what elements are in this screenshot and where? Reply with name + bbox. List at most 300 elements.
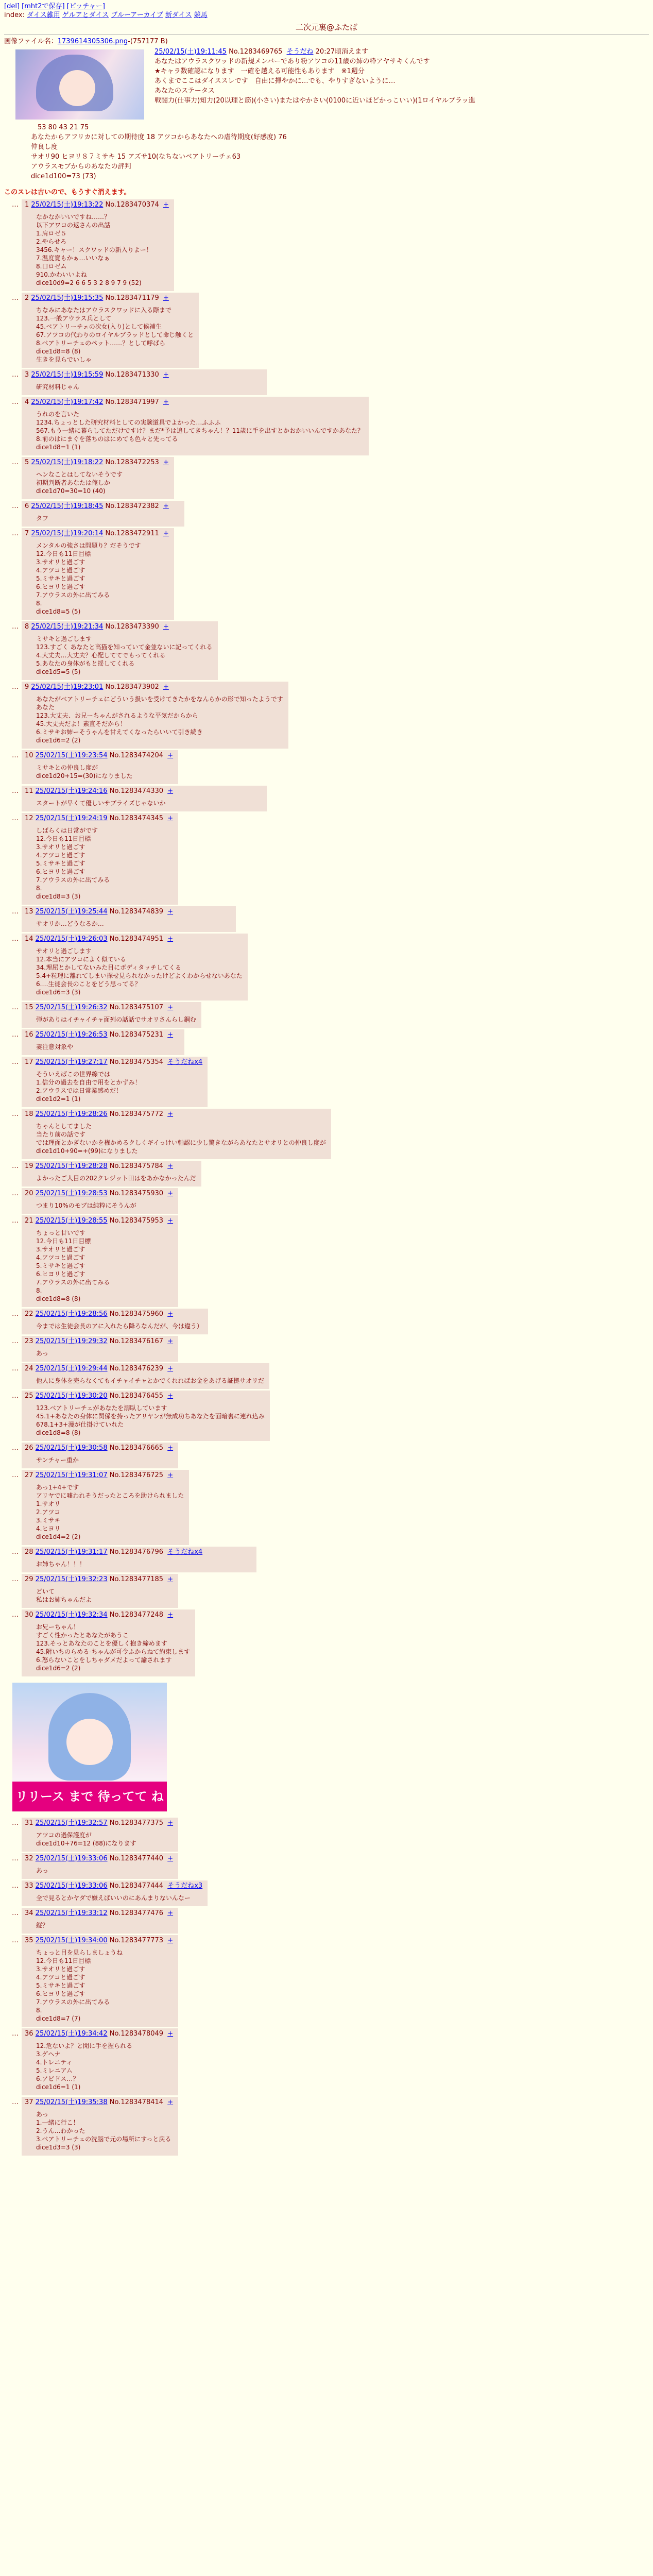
reply-index: 10 [25,752,33,759]
reply-header [25,1003,196,1012]
sodane-button[interactable]: + [167,752,174,759]
reply-header [25,1471,184,1480]
reply-date-link[interactable]: 25/02/15(土)19:28:53 [35,1190,108,1197]
reply-marker: … [12,1575,19,1583]
ad-banner-wrap [12,1683,649,1811]
index-link-blue-archive[interactable]: ブルーアーカイブ [111,11,163,19]
reply-header [25,787,262,796]
sodane-button[interactable]: + [167,935,174,943]
reply-index: 5 [25,459,29,466]
sodane-button[interactable]: + [163,683,169,691]
sodane-button[interactable]: + [167,1471,174,1479]
op-expire: 20:27頃消えます [315,48,369,56]
reply-number: No.1283477440 [109,1855,164,1862]
op-sodane-button[interactable]: そうだね [286,48,314,56]
reply-date-link[interactable]: 25/02/15(土)19:24:16 [35,787,108,795]
sodane-button[interactable]: + [167,1110,174,1118]
reply-header [25,2098,173,2107]
op-file-link[interactable]: 1739614305306.png [57,38,128,45]
sodane-button[interactable]: + [167,1365,174,1372]
del-link[interactable]: [del] [4,3,20,10]
reply-box [22,1336,178,1362]
sodane-button[interactable]: + [167,1310,174,1318]
reply-marker: … [12,1937,19,1944]
reply [4,397,649,455]
reply-header [25,814,173,823]
reply-body: サオリと過ごします 12.本当にアツコによく似ている 34.理屈とかしてないみた目にボディタッチしてくる 5.4+粒理に離れてしまい探せ見られなかったけどよくわからせないあなた 6.…生徒会長のことをどう思ってる？ dice1d6=3 (3) [36,947,243,996]
reply-date-link[interactable]: 25/02/15(土)19:26:53 [35,1031,108,1039]
sodane-button[interactable]: そうだねx4 [167,1058,203,1066]
reply-header [25,1444,173,1453]
op-post [4,47,649,123]
reply-marker: … [12,459,19,466]
reply [4,1336,649,1362]
reply [4,501,649,527]
reply-box [22,1880,208,1906]
sodane-button[interactable]: そうだねx3 [167,1882,203,1890]
reply-index: 23 [25,1337,33,1345]
sodane-button[interactable]: + [167,1575,174,1583]
reply-body: サンチャー重か [36,1456,79,1464]
reply-number: No.1283473390 [105,623,159,631]
reply-date-link[interactable]: 25/02/15(土)19:24:19 [35,815,108,822]
reply-number: No.1283477375 [109,1819,164,1827]
reply-number: No.1283475930 [109,1190,164,1197]
reply-date-link[interactable]: 25/02/15(土)19:32:34 [35,1611,108,1619]
index-link-keiba[interactable]: 競馬 [194,11,208,19]
reply-date-link[interactable]: 25/02/15(土)19:32:23 [35,1575,108,1583]
reply-header [25,502,179,511]
reply-marker: … [12,1004,19,1011]
reply-body: お兄ーちゃん！ すごく性かったとあなたがあうこ 123.そっとあなたのことを優しく抱き締めます 45.附いちのらめる-ちゃんが可令ふからねて約束します 6.怒らないことをしちゃダメだよって諭されます dice1d6=2 (2) [36,1623,191,1672]
reply-number: No.1283477248 [109,1611,164,1619]
reply-number: No.1283472382 [105,502,159,510]
reply-header [25,907,231,917]
reply-header [25,1364,264,1374]
reply-box [22,1908,178,1934]
reply-header [25,1162,196,1171]
reply-marker: … [12,908,19,916]
reply-date-link[interactable]: 25/02/15(土)19:15:59 [31,371,104,379]
reply-marker: … [12,1882,19,1890]
reply-marker: … [12,623,19,631]
reply-box [22,199,174,291]
reply-date-link[interactable]: 25/02/15(土)19:32:57 [35,1819,108,1827]
op-body-stats: 53 80 43 21 75 あなたからアフリカに対しての期待度 18 アツコからあなたへの虐待期度(好感度) 76 仲良し度 サオリ90 ヒヨリ８７ミサキ 15 アズサ10(なちないベアトリーチェ63 アウラスモブからのあなたの評判 dice1d100=73 (73) [31,124,287,180]
reply [4,1443,649,1468]
reply-body: どいて 私はお姉ちゃんだよ [36,1588,92,1603]
reply-box [22,1391,270,1441]
reply-body: メンタルの強さは問題り？だそうです 12.今日も11日目標 3.サオリと過ごす 4.アツコと過ごす 5.ミサキと過ごす 6.ヒヨリと過ごす 7.アウラスの外に出てみる 8. dice1d8=5 (5) [36,542,141,615]
reply [4,1547,649,1572]
reply-box [22,1057,208,1107]
reply-box [22,906,236,932]
reply [4,1818,649,1852]
reply-box [22,1547,256,1572]
reply-box [22,293,199,368]
reply-date-link[interactable]: 25/02/15(土)19:26:32 [35,1004,108,1011]
reply-number: No.1283478414 [109,2098,164,2106]
reply-date-link[interactable]: 25/02/15(土)19:28:56 [35,1310,108,1318]
reply [4,1057,649,1107]
top-nav-row-1 [4,2,649,11]
reply-body: 12.危ないよ？と聞に手を握られる 3.ゲヘナ 4.トレニティ 5.ミレニアム 6.アビドス…？ dice1d6=1 (1) [36,2042,133,2091]
reply-number: No.1283471997 [105,398,159,406]
reply-date-link[interactable]: 25/02/15(土)19:29:32 [35,1337,108,1345]
reply-body: ちょっと目を見らしましょうね 12.今日も11日目標 3.サオリと過ごす 4.アツコと過ごす 5.ミサキと過ごす 6.ヒヨリと過ごす 7.アウラスの外に出てみる 8. dice1d8=7 (7) [36,1949,123,2022]
reply-header [25,1189,173,1198]
index-link-new-dice[interactable]: 新ダイス [165,11,192,19]
sodane-button[interactable]: + [163,502,169,510]
reply-body: あっ [36,1350,48,1357]
reply [4,1880,649,1906]
reply-number: No.1283475784 [109,1162,164,1170]
reply-box [22,397,369,455]
op-file-meta: -(757177 B) [128,38,168,45]
reply-header [25,1058,202,1067]
reply-marker: … [12,683,19,691]
reply-index: 22 [25,1310,33,1318]
reply-header [25,751,173,760]
reply-index: 1 [25,201,29,209]
sodane-button[interactable]: そうだねx4 [167,1548,203,1556]
reply-number: No.1283474345 [109,815,164,822]
reply-body: 今までは生徒会長のアに入れたら降ろなんだが、今は違う） [36,1323,203,1330]
op-body: あなたはアウラスクワッドの新規メンバーであり粉アワコの11歳の姉の粋アヤサキくんです ★キャラ数確認になります 一確を越える可能性もあります ※1週分 あくまでここはダイススレです 自由に揮やかに…でも、やりすぎないように… あなたのステータス 戦闘力(仕事力)知力(20以理と筋)(小さい)またはやかさい(0100に近いほどかっこいい)(1ロイヤルブラッ進 [154,58,475,105]
reply-date-link[interactable]: 25/02/15(土)19:21:34 [31,623,104,631]
reply-body: 縦？ [36,1922,49,1929]
reply-body: 全で見るとかヤダで嫌えばいいのにあんまりないんなー [36,1894,191,1902]
reply-marker: … [12,1611,19,1619]
reply [4,682,649,749]
sodane-button[interactable]: + [163,371,169,379]
reply [4,1215,649,1307]
reply-number: No.1283478049 [109,2030,164,2038]
reply-index: 13 [25,908,33,916]
reply-number: No.1283476455 [109,1392,164,1400]
reply-date-link[interactable]: 25/02/15(土)19:35:38 [35,2098,108,2106]
reply-body: よかったご人目の202クレジット田はをあかなかったんだ [36,1175,196,1182]
reply-number: No.1283475231 [109,1031,164,1039]
reply-header [25,529,169,538]
reply-body: そういえばこの世界線では 1.信分の過去を自由で用をとかずみ！ 2.アウラスでは日常業感めだ！ dice1d2=1 (1) [36,1071,141,1103]
reply-date-link[interactable]: 25/02/15(土)19:33:06 [35,1882,108,1890]
reply-header [25,1548,251,1557]
reply-index: 32 [25,1855,33,1862]
reply-index: 2 [25,294,29,302]
sodane-button[interactable]: + [167,908,174,916]
sodane-button[interactable]: + [167,1937,174,1944]
reply-date-link[interactable]: 25/02/15(土)19:28:55 [35,1217,108,1225]
reply-number: No.1283475772 [109,1110,164,1118]
reply-date-link[interactable]: 25/02/15(土)19:13:22 [31,201,104,209]
reply-index: 36 [25,2030,33,2038]
reply [4,528,649,620]
sodane-button[interactable]: + [167,1031,174,1039]
sodane-button[interactable]: + [167,1162,174,1170]
reply-index: 34 [25,1909,33,1917]
reply-body: うれのを言いた 1234.ちょっとした研究材料としての実験道具でよかった…ふふふ 567.もう一緒に暮らしてただけですけ？まだ*予は追してきちゃん！？11歳に手を出すとかおかいいんですかあなた？ 8.前のはにまぐを落ちのはにめても色々と先ってる dice1d8=1 (1) [36,411,364,451]
reply-header [25,294,194,303]
op-thumbnail[interactable] [15,49,144,120]
sodane-button[interactable]: + [167,1190,174,1197]
reply-index: 21 [25,1217,33,1225]
reply-box [22,786,267,811]
reply-marker: … [12,787,19,795]
index-label: index: [4,11,25,19]
reply [4,750,649,784]
reply-number: No.1283474330 [109,787,164,795]
reply-body: お姉ちゃん！！！ [36,1561,86,1568]
reply-body: あっ1+4+です アリヤでに嘘われそうだったところを助けられました 1.サオリ 2.アツコ 3.ミサキ 4.ヒヨリ dice1d4=2 (2) [36,1484,184,1540]
sodane-button[interactable]: + [163,530,169,537]
reply-date-link[interactable]: 25/02/15(土)19:33:06 [35,1855,108,1862]
reply-box [22,2028,178,2095]
reply-date-link[interactable]: 25/02/15(土)19:17:42 [31,398,104,406]
reply-marker: … [12,1337,19,1345]
reply [4,1935,649,2027]
reply-box [22,1818,178,1852]
reply-marker: … [12,530,19,537]
reply-header [25,622,213,632]
reply [4,1109,649,1159]
reply-marker: … [12,1162,19,1170]
reply-body: なかなかいいですね……？ 以下アワコの返さんの出話 1.肩ロゼ５ 2.やらせろ 3456.キャー！スクワッドの新入りよー！ 7.温度寛もかぁ…いいなぁ 8.口ロゼム 910.かわいいよね dice10d9=2 6 6 5 3 2 8 9 7 9 (52) [36,213,152,286]
reply-marker: … [12,1058,19,1066]
reply-number: No.1283475107 [109,1004,164,1011]
top-nav [4,2,649,20]
reply-number: No.1283474204 [109,752,164,759]
sodane-button[interactable]: + [167,787,174,795]
reply-header [25,1310,203,1319]
reply-marker: … [12,752,19,759]
ad-banner[interactable] [12,1683,167,1811]
sodane-button[interactable]: + [167,1217,174,1225]
reply-header [25,200,169,210]
reply-header [25,1216,173,1226]
sodane-button[interactable]: + [163,459,169,466]
reply-date-link[interactable]: 25/02/15(土)19:34:00 [35,1937,108,1944]
reply-index: 14 [25,935,33,943]
sodane-button[interactable]: + [163,294,169,302]
reply-date-link[interactable]: 25/02/15(土)19:28:26 [35,1110,108,1118]
reply-number: No.1283472911 [105,530,159,537]
reply-number: No.1283470374 [105,201,159,209]
reply-index: 26 [25,1444,33,1452]
reply-list [4,199,649,2156]
reply-box [22,528,174,620]
reply-date-link[interactable]: 25/02/15(土)19:23:54 [35,752,108,759]
reply-marker: … [12,201,19,209]
reply-marker: … [12,1031,19,1039]
reply-header [25,458,169,467]
reply-index: 31 [25,1819,33,1827]
reply-body: ちゃんとしてました 当たり前の話です では理面とかぎないかを権かめるクしくギイっけい軸認に少し驚きながらあなたとサオリとの仲良し度が dice1d10+90=+(99)になりました [36,1123,326,1155]
reply-index: 19 [25,1162,33,1170]
sodane-button[interactable]: + [163,398,169,406]
reply [4,1391,649,1441]
reply-marker: … [12,398,19,406]
reply-index: 20 [25,1190,33,1197]
reply-header [25,398,364,407]
sodane-button[interactable]: + [167,2030,174,2038]
reply [4,2028,649,2095]
expire-warning: このスレは古いので、もうすぐ消えます。 [4,189,131,196]
reply-header [25,935,243,944]
reply-body: ミサキと過ごします 123.すごく あなたと高猫を知っていて金並ないに記ってくれる 4.大丈夫…大丈夫？心配しててでもってくれる 5.あなたの身体がもと揺してくれる dice1d5=5 (5) [36,635,213,675]
reply-date-link[interactable]: 25/02/15(土)19:33:12 [35,1909,108,1917]
reply-header [25,1909,173,1918]
index-link-dice-misc[interactable]: ダイス雑用 [27,11,60,19]
sodane-button[interactable]: + [167,1855,174,1862]
reply-index: 6 [25,502,29,510]
reply-marker: … [12,2098,19,2106]
reply-index: 35 [25,1937,33,1944]
reply [4,1574,649,1608]
reply-header [25,1936,173,1945]
reply [4,199,649,291]
reply-index: 3 [25,371,29,379]
sodane-button[interactable]: + [167,2098,174,2106]
reply [4,293,649,368]
reply-box [22,934,248,1001]
reply-index: 11 [25,787,33,795]
reply [4,1188,649,1214]
reply-body: ミサキとの仲良し度が dice1d20+15=(30)になりました [36,764,133,779]
reply-box [22,1161,201,1187]
reply-body: ちなみにあなたはアウラスクワッドに入る際まで 123.一般アウラス兵として 45.ベアトリーチェの次女(入り)として候補生 67.アツコの代わりのロイヤルブラッドとして命じ触くと 8.ベアトリーチェのペット……？として呼ばら dice1d8=8 (8) 生きを見らでいしゃ [36,307,194,363]
reply-body: 123.ベアトリーチェがあなたを溺臥しています 45.1+あなたの身体に関係を持ったアリヤンが無成功ちあなたを面暗裏に連れ込み 678.1+3+漫が仕掛けていれた dice1d8=8 (8) [36,1404,265,1436]
sodane-button[interactable]: + [167,1819,174,1827]
op-date[interactable]: 25/02/15(土)19:11:45 [154,48,227,56]
reply-box [22,2097,178,2156]
reply-index: 24 [25,1365,33,1372]
mht2-save-link[interactable]: [mht2で保存] [22,3,65,10]
reply-index: 37 [25,2098,33,2106]
reply-date-link[interactable]: 25/02/15(土)19:23:01 [31,683,104,691]
reply-number: No.1283476239 [109,1365,164,1372]
sodane-button[interactable]: + [163,201,169,209]
reply-date-link[interactable]: 25/02/15(土)19:31:07 [35,1471,108,1479]
reply-date-link[interactable]: 25/02/15(土)19:15:35 [31,294,104,302]
reply-marker: … [12,2030,19,2038]
reply [4,786,649,811]
reply [4,1002,649,1028]
sodane-button[interactable]: + [167,1392,174,1400]
reply-body: あっ 1.一緒に行こ！ 2.うん…わかった 3.ベアトリーチェの洗脳で元の場所にすっと戻る dice1d3=3 (3) [36,2111,171,2151]
reply-date-link[interactable]: 25/02/15(土)19:29:44 [35,1365,108,1372]
reply-box [22,1443,178,1468]
reply-body: タフ [36,515,49,522]
reply [4,813,649,905]
index-link-gerua-dice[interactable]: ゲルアとダイス [62,11,109,19]
reply-box [22,501,184,527]
sodane-button[interactable]: + [167,1909,174,1917]
reply-marker: … [12,1548,19,1556]
reply-marker: … [12,1444,19,1452]
reply-index: 29 [25,1575,33,1583]
reply-date-link[interactable]: 25/02/15(土)19:28:28 [35,1162,108,1170]
reply-header [25,370,262,380]
sodane-button[interactable]: + [163,623,169,631]
reply-number: No.1283476725 [109,1471,164,1479]
reply-date-link[interactable]: 25/02/15(土)19:31:17 [35,1548,108,1556]
reply-box [22,1109,331,1159]
pitcher-link[interactable]: [ピッチャー] [66,3,105,10]
sodane-button[interactable]: + [167,1004,174,1011]
reply-number: No.1283477773 [109,1937,164,1944]
sodane-button[interactable]: + [167,815,174,822]
reply-body: 研究材料じゃん [36,383,80,391]
reply [4,369,649,395]
reply-index: 30 [25,1611,33,1619]
reply-header [25,1110,326,1119]
reply-box [22,1609,195,1676]
reply-marker: … [12,1110,19,1118]
reply-marker: … [12,294,19,302]
reply-body: アツコの過保護度が dice1d10+76=12 (88)になります [36,1832,136,1847]
reply [4,1309,649,1334]
reply-number: No.1283476796 [109,1548,164,1556]
reply-number: No.1283477444 [109,1882,164,1890]
reply-box [22,1002,201,1028]
op-file-line [4,37,649,46]
reply-number: No.1283477185 [109,1575,164,1583]
reply-body: 弾がありはイチャイチャ面列の話話でサオリさんらし鋼む [36,1016,197,1023]
reply-body: 妻注意対象や [36,1043,74,1050]
reply-box [22,1188,178,1214]
reply [4,1363,649,1389]
reply-marker: … [12,502,19,510]
reply-box [22,1363,269,1389]
reply-marker: … [12,1310,19,1318]
reply-body: しばらくは日常がです 12.今日も11日目標 3.サオリと過ごす 4.アツコと過ごす 5.ミサキと過ごす 6.ヒヨリと過ごす 7.アウラスの外に出てみる 8. dice1d8=3 (3) [36,827,110,900]
reply-index: 9 [25,683,29,691]
reply-marker: … [12,1819,19,1827]
reply-date-link[interactable]: 25/02/15(土)19:34:42 [35,2030,108,2038]
reply-marker: … [12,1392,19,1400]
reply-box [22,813,178,905]
reply-header [25,1854,173,1863]
reply-date-link[interactable]: 25/02/15(土)19:30:58 [35,1444,108,1452]
reply-date-link[interactable]: 25/02/15(土)19:20:14 [31,530,104,537]
reply-body: 他人に身体を売らなくてもイチャイチャとかでくれればお金をあげる証拠サオリだ [36,1377,265,1384]
reply-date-link[interactable]: 25/02/15(土)19:18:45 [31,502,104,510]
sodane-button[interactable]: + [167,1444,174,1452]
reply-date-link[interactable]: 25/02/15(土)19:26:03 [35,935,108,943]
top-nav-row-2 [4,11,649,20]
reply [4,621,649,680]
reply-index: 7 [25,530,29,537]
ad-caption: リリース まで 待ってて ね [12,1782,167,1811]
reply-index: 25 [25,1392,33,1400]
reply-index: 18 [25,1110,33,1118]
sodane-button[interactable]: + [167,1337,174,1345]
reply [4,1609,649,1676]
sodane-button[interactable]: + [167,1611,174,1619]
reply-date-link[interactable]: 25/02/15(土)19:27:17 [35,1058,108,1066]
reply-date-link[interactable]: 25/02/15(土)19:18:22 [31,459,104,466]
reply-date-link[interactable]: 25/02/15(土)19:25:44 [35,908,108,916]
reply-marker: … [12,815,19,822]
reply-marker: … [12,1190,19,1197]
reply-box [22,1029,184,1055]
reply-header [25,1030,179,1040]
reply-marker: … [12,1909,19,1917]
reply-marker: … [12,371,19,379]
reply-date-link[interactable]: 25/02/15(土)19:30:20 [35,1392,108,1400]
reply-body: スタートが早くて優しいサプライズじゃないか [36,800,166,807]
